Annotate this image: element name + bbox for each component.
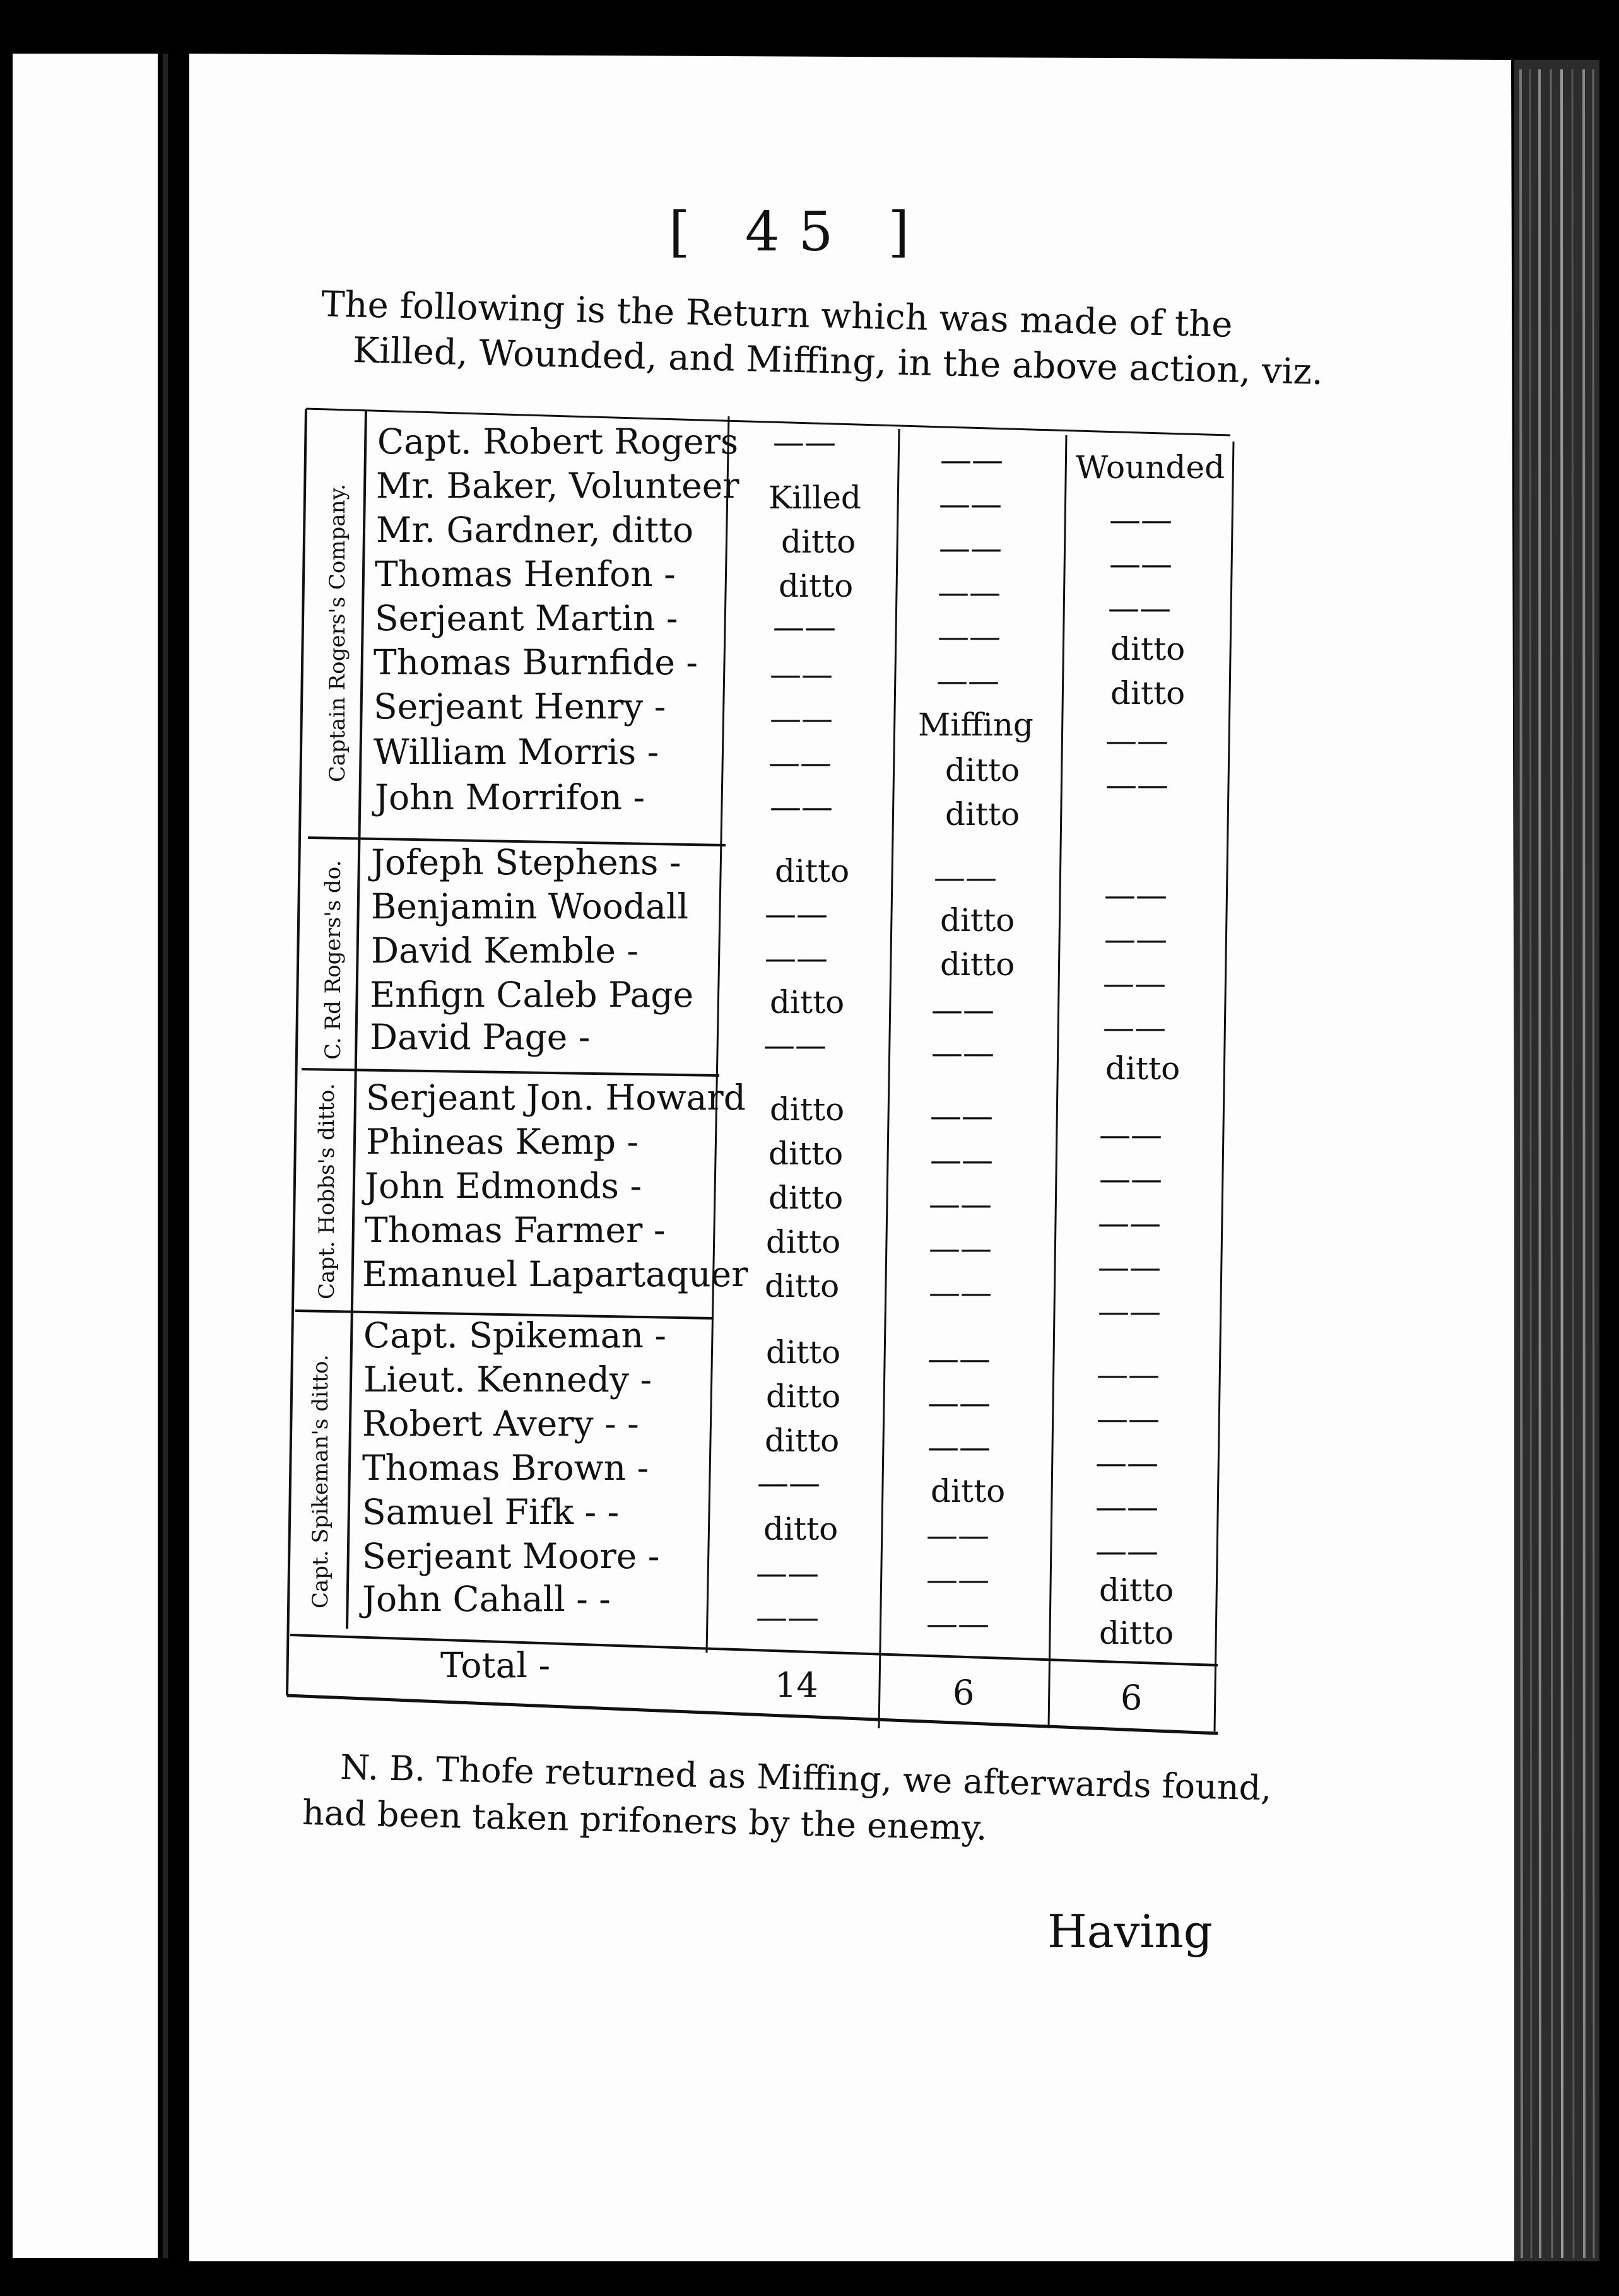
killed-cell: —— [773, 609, 836, 645]
wounded-cell: —— [1099, 1116, 1162, 1153]
row-name: Lieut. Kennedy - [363, 1359, 652, 1400]
wounded-cell: —— [1103, 1009, 1166, 1046]
wounded-cell: —— [1105, 722, 1169, 759]
missing-cell: —— [931, 1034, 994, 1071]
wounded-cell: —— [1098, 1249, 1161, 1286]
wounded-cell: —— [1097, 1400, 1160, 1437]
killed-cell: —— [765, 896, 828, 932]
row-name: Serjeant Henry - [374, 686, 666, 727]
missing-cell: —— [930, 1142, 993, 1178]
footnote-line-2: had been taken prifoners by the enemy. [302, 1793, 988, 1848]
missing-cell: —— [936, 662, 999, 699]
missing-cell: —— [926, 1561, 989, 1598]
killed-cell: —— [765, 940, 828, 976]
killed-cell: ditto [765, 1268, 840, 1304]
row-name: Benjamin Woodall [371, 886, 689, 927]
killed-cell: —— [770, 656, 833, 693]
missing-cell: —— [938, 618, 1001, 655]
wounded-cell: —— [1104, 921, 1167, 958]
missing-cell: —— [927, 1385, 991, 1421]
total-missing: 6 [953, 1673, 975, 1713]
total-label: Total - [440, 1645, 551, 1685]
catchword: Having [1047, 1905, 1213, 1958]
row-name: Serjeant Martin - [375, 598, 678, 638]
row-name: Thomas Burnfide - [374, 642, 698, 682]
wounded-cell: ditto [1110, 675, 1186, 712]
killed-cell: —— [773, 424, 836, 460]
missing-cell: ditto [945, 752, 1020, 788]
killed-cell: —— [756, 1599, 819, 1636]
intro-line-2: Killed, Wounded, and Miffing, in the above action, viz. [352, 330, 1324, 393]
wounded-cell: —— [1108, 590, 1171, 626]
wounded-cell: ditto [1105, 1050, 1180, 1087]
row-name: Emanuel Lapartaquer [362, 1254, 748, 1294]
missing-cell: ditto [945, 796, 1020, 833]
killed-cell: —— [756, 1555, 819, 1591]
wounded-cell: —— [1105, 766, 1169, 803]
wounded-cell: —— [1095, 1489, 1158, 1525]
wounded-cell: —— [1104, 877, 1167, 913]
row-name: Thomas Brown - [362, 1448, 649, 1488]
row-name: Mr. Baker, Volunteer [376, 466, 739, 506]
page-number: [ 45 ] [669, 201, 929, 264]
missing-cell: ditto [931, 1473, 1006, 1509]
wounded-cell: —— [1098, 1293, 1161, 1330]
missing-cell: —— [939, 486, 1002, 522]
killed-cell: ditto [768, 1180, 844, 1216]
row-name: Serjeant Jon. Howard [366, 1077, 746, 1118]
missing-cell: —— [940, 442, 1003, 478]
killed-cell: ditto [766, 1334, 841, 1371]
missing-cell: —— [927, 1340, 991, 1377]
killed-cell: —— [757, 1465, 820, 1501]
wounded-cell: —— [1095, 1533, 1158, 1569]
wounded-cell: —— [1097, 1356, 1160, 1393]
wounded-cell: —— [1098, 1205, 1161, 1241]
wounded-cell: ditto [1099, 1572, 1174, 1608]
wounded-cell: —— [1109, 546, 1172, 582]
row-name: Robert Avery - - [362, 1403, 639, 1444]
row-name: John Cahall - - [362, 1579, 611, 1619]
wounded-cell: —— [1103, 965, 1166, 1002]
killed-cell: ditto [775, 853, 850, 889]
wounded-cell: —— [1095, 1444, 1158, 1481]
killed-cell: —— [763, 1027, 827, 1063]
row-name: Samuel Fifk - - [362, 1492, 620, 1532]
missing-cell: Miffing [918, 706, 1033, 743]
row-name: John Edmonds - [365, 1166, 642, 1206]
row-name: Capt. Spikeman - [363, 1315, 666, 1356]
missing-cell: ditto [940, 946, 1015, 983]
killed-cell: —— [770, 788, 833, 825]
total-wounded: 6 [1121, 1678, 1143, 1718]
wounded-cell: ditto [1110, 631, 1186, 667]
killed-cell: ditto [766, 1224, 841, 1260]
row-name: David Kemble - [371, 930, 639, 971]
wounded-cell: ditto [1099, 1615, 1174, 1651]
row-name: Capt. Robert Rogers [377, 421, 739, 462]
missing-cell: —— [927, 1429, 991, 1465]
killed-cell: ditto [765, 1422, 840, 1459]
row-name: Jofeph Stephens - [371, 842, 681, 882]
intro-line-1: The following is the Return which was made of the [321, 284, 1233, 346]
killed-cell: ditto [781, 524, 856, 560]
footnote-line-1: N. B. Thofe returned as Miffing, we afterwards found, [339, 1747, 1273, 1808]
row-name: David Page - [370, 1017, 591, 1057]
missing-cell: —— [929, 1274, 992, 1311]
killed-cell: —— [768, 744, 832, 781]
missing-cell: —— [939, 530, 1002, 566]
killed-cell: ditto [768, 1135, 844, 1172]
row-name: Serjeant Moore - [362, 1536, 660, 1576]
missing-cell: —— [926, 1517, 989, 1554]
row-name: William Morris - [374, 732, 659, 772]
killed-cell: ditto [770, 984, 845, 1021]
missing-cell: —— [938, 574, 1001, 611]
row-name: Thomas Farmer - [365, 1210, 666, 1250]
group-label-hobbs: Capt. Hobbs's ditto. [314, 1083, 339, 1299]
killed-cell: ditto [779, 568, 854, 604]
wounded-header: Wounded [1076, 449, 1225, 486]
missing-cell: —— [931, 992, 994, 1028]
wounded-cell: —— [1099, 1161, 1162, 1197]
total-killed: 14 [775, 1665, 818, 1705]
row-name: John Morrifon - [375, 777, 645, 817]
group-label-rogers: Captain Rogers's Company. [325, 484, 350, 782]
killed-cell: ditto [766, 1378, 841, 1415]
wounded-cell: —— [1109, 501, 1172, 538]
missing-cell: —— [934, 859, 997, 896]
missing-cell: —— [930, 1098, 993, 1134]
missing-cell: —— [929, 1186, 992, 1222]
row-name: Phineas Kemp - [366, 1122, 639, 1162]
row-name: Enfign Caleb Page [370, 975, 694, 1015]
row-name: Thomas Henfon - [375, 554, 676, 594]
group-label-rd-rogers: C. Rd Rogers's do. [321, 860, 346, 1060]
killed-cell: ditto [763, 1511, 839, 1547]
row-name: Mr. Gardner, ditto [376, 510, 694, 550]
killed-cell: Killed [768, 479, 861, 516]
killed-cell: —— [770, 700, 833, 737]
missing-cell: —— [929, 1230, 992, 1267]
killed-cell: ditto [770, 1091, 845, 1128]
missing-cell: —— [926, 1605, 989, 1642]
group-label-spikeman: Capt. Spikeman's ditto. [308, 1354, 333, 1608]
missing-cell: ditto [940, 902, 1015, 939]
